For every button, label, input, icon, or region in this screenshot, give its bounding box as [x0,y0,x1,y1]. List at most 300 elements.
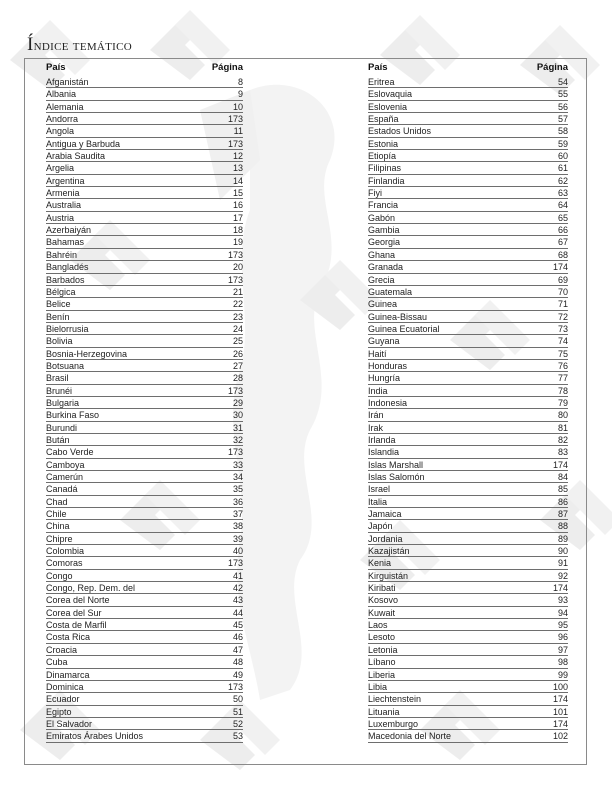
country-name: Guatemala [368,286,413,297]
index-entry [368,718,568,730]
index-entry [46,162,243,174]
page-number: 71 [557,299,568,310]
country-name: Bután [46,434,70,445]
index-entry [46,594,243,606]
country-name: Cabo Verde [46,447,94,458]
index-entry [46,656,243,668]
page-number: 14 [232,175,243,186]
country-name: Indonesia [368,397,408,408]
index-entry [368,594,568,606]
page-number: 46 [232,632,243,643]
page-number: 84 [557,472,568,482]
page-number: 86 [557,496,568,507]
page-number: 22 [232,299,243,310]
page-number: 40 [232,546,243,557]
country-name: Bahréin [46,249,78,260]
page-number: 30 [232,410,243,421]
country-name: Costa de Marfil [46,620,107,631]
index-entry [46,286,243,298]
page-number: 28 [232,373,243,384]
country-name: Canadá [46,484,78,495]
index-entry [46,397,243,409]
page-number: 174 [552,262,568,273]
page-number: 173 [227,447,243,458]
header-page: Página [211,62,243,73]
country-name: Estonia [368,138,399,149]
index-entry [368,459,568,471]
index-entry [46,274,243,286]
index-entry [46,125,243,137]
page-number: 99 [557,669,568,680]
index-entry [368,101,568,113]
title-rest: ndice temático [33,38,133,54]
country-name: Lituania [368,706,400,717]
index-entry [368,409,568,421]
index-entry [46,471,243,483]
index-entry [46,323,243,335]
country-name: Bielorrusia [46,323,89,334]
country-name: Etiopía [368,151,397,162]
index-entry [46,644,243,656]
country-name: Ecuador [46,694,80,705]
country-name: Fiyi [368,188,382,199]
country-name: Islas Marshall [368,459,424,470]
page-number: 19 [232,237,243,248]
page-number: 8 [237,77,243,87]
index-entry [46,360,243,372]
index-entry [368,644,568,656]
country-name: Kuwait [368,607,396,618]
country-name: Filipinas [368,163,402,174]
country-name: Francia [368,200,399,211]
page-number: 11 [233,126,243,137]
country-name: Guinea [368,299,398,310]
column-header [368,60,568,76]
page-number: 56 [557,101,568,112]
country-name: Colombia [46,546,85,557]
index-entry [368,520,568,532]
page-number: 57 [557,114,568,125]
page-number: 50 [232,694,243,705]
country-name: Irak [368,422,384,433]
page-number: 173 [227,681,243,692]
country-name: Japón [368,521,393,532]
page-number: 51 [232,706,243,717]
index-entry [46,483,243,495]
page-number: 48 [232,657,243,668]
country-name: Barbados [46,274,85,285]
index-entry [368,162,568,174]
index-entry [368,88,568,100]
page-number: 18 [232,225,243,236]
country-name: Estados Unidos [368,126,432,137]
page-number: 10 [232,101,243,112]
country-name: Finlandia [368,175,405,186]
country-name: Lesoto [368,632,396,643]
page-number: 35 [232,484,243,495]
page-number: 54 [557,77,568,87]
index-entry [368,360,568,372]
country-name: Grecia [368,274,395,285]
country-name: Azerbaiyán [46,225,92,236]
country-name: Belice [46,299,71,310]
country-name: Gambia [368,225,400,236]
country-name: Guyana [368,336,400,347]
country-name: Kosovo [368,595,399,606]
page-number: 66 [557,225,568,236]
index-entry [368,286,568,298]
country-name: Brunéi [46,385,73,396]
index-entry [368,434,568,446]
index-entry [46,459,243,471]
index-entry [46,718,243,730]
index-entry [46,249,243,261]
index-entry [46,199,243,211]
country-name: Jamaica [368,509,402,520]
country-name: Líbano [368,657,396,668]
page-number: 173 [227,249,243,260]
index-rows-right [368,76,568,743]
index-entry [46,693,243,705]
page-number: 73 [557,323,568,334]
page-number: 95 [557,620,568,631]
index-entry [46,446,243,458]
index-entry [46,187,243,199]
page-number: 21 [232,286,243,297]
index-entry [368,446,568,458]
index-entry [368,311,568,323]
page-number: 61 [557,163,568,174]
index-entry [368,422,568,434]
page-number: 70 [557,286,568,297]
index-entry [368,125,568,137]
index-entry [368,274,568,286]
index-entry [368,397,568,409]
page-number: 174 [552,718,568,729]
page-number: 26 [232,348,243,359]
page-number: 173 [227,114,243,125]
country-name: Egipto [46,706,72,717]
index-entry [368,261,568,273]
index-entry [46,88,243,100]
title-initial: Í [27,34,34,55]
page-number: 96 [557,632,568,643]
country-name: Burkina Faso [46,410,100,421]
index-entry [46,557,243,569]
country-name: Liberia [368,669,396,680]
country-name: Afganistán [46,77,89,87]
country-name: Bangladés [46,262,89,273]
index-column-right [368,60,568,743]
index-entry [368,113,568,125]
page-number: 82 [557,434,568,445]
page-number: 47 [232,644,243,655]
index-entry [46,175,243,187]
country-name: Bulgaria [46,397,80,408]
index-entry [46,508,243,520]
index-entry [368,298,568,310]
index-entry [46,570,243,582]
index-entry [46,520,243,532]
page-number: 33 [232,459,243,470]
page-number: 20 [232,262,243,273]
page-number: 36 [232,496,243,507]
page-number: 34 [232,472,243,482]
country-name: Congo [46,570,73,581]
page-number: 29 [232,397,243,408]
country-name: Antigua y Barbuda [46,138,121,149]
country-name: Armenia [46,188,80,199]
index-entry [368,249,568,261]
page-number: 174 [552,459,568,470]
page-number: 78 [557,385,568,396]
index-entry [368,199,568,211]
page-number: 91 [557,558,568,569]
country-name: Ghana [368,249,396,260]
index-entry [368,545,568,557]
country-name: Dinamarca [46,669,90,680]
index-entry [368,706,568,718]
index-entry [46,619,243,631]
country-name: Costa Rica [46,632,91,643]
index-entry [368,496,568,508]
page-number: 9 [237,89,243,100]
index-entry [46,298,243,310]
country-name: Albania [46,89,77,100]
country-name: Kenia [368,558,392,569]
country-name: Australia [46,200,82,211]
index-entry [46,335,243,347]
index-entry [46,730,243,742]
country-name: Bosnia-Herzegovina [46,348,128,359]
country-name: India [368,385,388,396]
page-number: 62 [557,175,568,186]
country-name: Congo, Rep. Dem. del [46,583,136,594]
index-entry [46,434,243,446]
country-name: Arabia Saudita [46,151,106,162]
country-name: Macedonia del Norte [368,731,452,742]
page-number: 69 [557,274,568,285]
page-number: 67 [557,237,568,248]
page-number: 75 [557,348,568,359]
page-number: 74 [557,336,568,347]
index-entry [46,409,243,421]
page-number: 88 [557,521,568,532]
index-entry [46,533,243,545]
page-number: 102 [552,731,568,742]
country-name: China [46,521,70,532]
country-name: Brasil [46,373,69,384]
index-entry [368,669,568,681]
country-name: Italia [368,496,388,507]
country-name: Islandia [368,447,400,458]
index-entry [368,236,568,248]
page-number: 38 [232,521,243,532]
country-name: Eslovaquia [368,89,413,100]
country-name: Irlanda [368,434,396,445]
country-name: Botsuana [46,360,85,371]
page-number: 81 [557,422,568,433]
index-entry [368,385,568,397]
index-entry [46,496,243,508]
index-entry [368,138,568,150]
index-entry [368,348,568,360]
country-name: Burundi [46,422,78,433]
country-name: Honduras [368,360,408,371]
index-rows-left [46,76,243,743]
country-name: Kirguistán [368,570,409,581]
page-number: 80 [557,410,568,421]
index-entry [46,631,243,643]
page-number: 64 [557,200,568,211]
page-number: 39 [232,533,243,544]
country-name: Chipre [46,533,73,544]
country-name: Austria [46,212,75,223]
country-name: Kazajistán [368,546,410,557]
page-number: 68 [557,249,568,260]
page-number: 31 [232,422,243,433]
page-number: 43 [232,595,243,606]
page-number: 63 [557,188,568,199]
country-name: Liechtenstein [368,694,422,705]
country-name: España [368,114,399,125]
page-number: 37 [232,509,243,520]
page-number: 90 [557,546,568,557]
index-column-left [46,60,243,743]
page-number: 79 [557,397,568,408]
index-entry [46,101,243,113]
index-entry [368,631,568,643]
country-name: Camerún [46,472,84,482]
page-number: 94 [557,607,568,618]
page-number: 59 [557,138,568,149]
page-number: 23 [232,311,243,322]
index-entry [368,76,568,88]
page-number: 92 [557,570,568,581]
country-name: Corea del Norte [46,595,110,606]
country-name: Bahamas [46,237,85,248]
page-number: 76 [557,360,568,371]
country-name: Laos [368,620,388,631]
page-number: 60 [557,151,568,162]
country-name: Eslovenia [368,101,408,112]
page-number: 17 [232,212,243,223]
index-entry [46,348,243,360]
index-entry [368,471,568,483]
index-entry [368,483,568,495]
index-entry [368,150,568,162]
index-entry [368,372,568,384]
index-entry [368,212,568,224]
page-number: 174 [552,694,568,705]
page-number: 173 [227,138,243,149]
index-entry [46,311,243,323]
page-number: 89 [557,533,568,544]
page-number: 87 [557,509,568,520]
country-name: Letonia [368,644,398,655]
index-entry [368,681,568,693]
country-name: Haití [368,348,387,359]
country-name: Bélgica [46,286,76,297]
index-entry [368,175,568,187]
country-name: Hungría [368,373,401,384]
index-entry [46,261,243,273]
index-entry [46,138,243,150]
index-entry [46,385,243,397]
page-number: 173 [227,385,243,396]
index-entry [368,582,568,594]
country-name: Andorra [46,114,79,125]
page-title [27,34,132,56]
index-entry [368,224,568,236]
country-name: Granada [368,262,404,273]
country-name: Benín [46,311,70,322]
index-entry [368,508,568,520]
country-name: Croacia [46,644,78,655]
page-number: 13 [232,163,243,174]
country-name: Camboya [46,459,85,470]
country-name: Guinea Ecuatorial [368,323,440,334]
country-name: Alemania [46,101,84,112]
page-number: 49 [232,669,243,680]
index-entry [46,372,243,384]
index-entry [46,212,243,224]
index-entry [368,187,568,199]
page-number: 65 [557,212,568,223]
page-number: 83 [557,447,568,458]
page-number: 42 [232,583,243,594]
country-name: Gabón [368,212,396,223]
index-entry [368,570,568,582]
index-entry [368,557,568,569]
page-number: 85 [557,484,568,495]
column-header [46,60,243,76]
index-entry [368,656,568,668]
page-number: 72 [557,311,568,322]
page-number: 45 [232,620,243,631]
country-name: Angola [46,126,75,137]
page-number: 58 [557,126,568,137]
country-name: Israel [368,484,391,495]
index-entry [368,693,568,705]
country-name: Eritrea [368,77,395,87]
page-number: 173 [227,274,243,285]
index-entry [368,619,568,631]
country-name: Irán [368,410,384,421]
page-number: 174 [552,583,568,594]
country-name: Corea del Sur [46,607,102,618]
page-number: 97 [557,644,568,655]
index-entry [46,236,243,248]
page-number: 55 [557,89,568,100]
page-number: 52 [232,718,243,729]
country-name: Guinea-Bissau [368,311,428,322]
index-entry [46,113,243,125]
index-entry [46,545,243,557]
index-entry [368,607,568,619]
page-number: 25 [232,336,243,347]
header-country: País [46,62,66,73]
index-entry [368,533,568,545]
page-number: 173 [227,558,243,569]
index-entry [46,681,243,693]
page-number: 32 [232,434,243,445]
country-name: Cuba [46,657,68,668]
page-number: 15 [232,188,243,199]
country-name: Dominica [46,681,84,692]
index-entry [46,76,243,88]
page-number: 77 [557,373,568,384]
